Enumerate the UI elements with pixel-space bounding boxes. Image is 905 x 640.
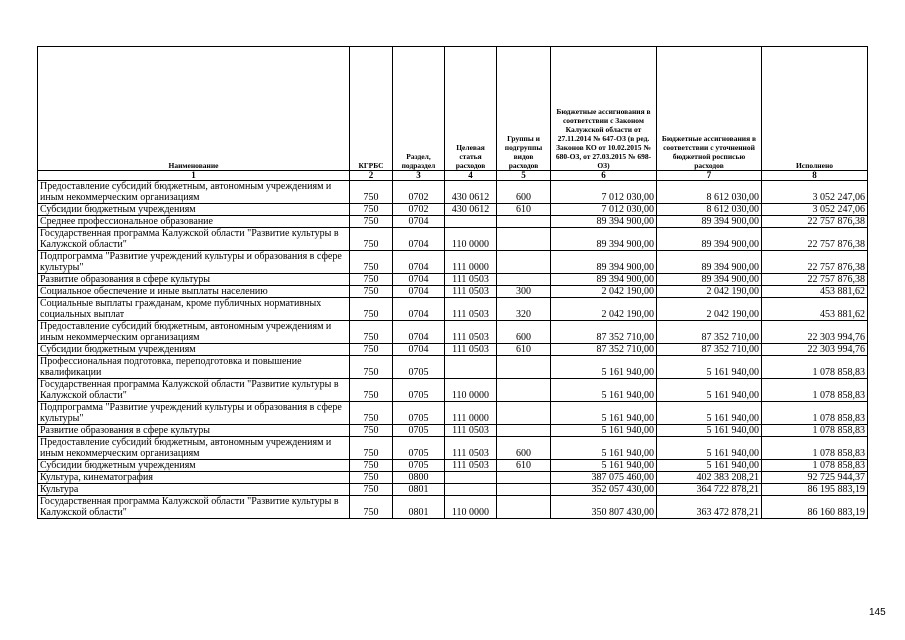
row-target-article: 111 0503 [445, 321, 497, 344]
row-law-allocation: 5 161 940,00 [551, 437, 657, 460]
row-executed: 1 078 858,83 [762, 425, 868, 437]
row-kgrbs: 750 [350, 274, 393, 286]
row-kgrbs: 750 [350, 472, 393, 484]
row-section: 0702 [393, 181, 445, 204]
row-executed: 3 052 247,06 [762, 204, 868, 216]
header-executed: Исполнено [762, 47, 868, 171]
table-row [38, 344, 868, 356]
header-expense-groups: Группы и подгруппы видов расходов [497, 47, 551, 171]
row-target-article: 430 0612 [445, 204, 497, 216]
header-name: Наименование [38, 47, 350, 171]
row-section: 0801 [393, 496, 445, 519]
row-law-allocation: 5 161 940,00 [551, 379, 657, 402]
column-number: 1 [38, 171, 350, 181]
row-revised-allocation: 89 394 900,00 [657, 274, 762, 286]
table-row [38, 321, 868, 344]
row-expense-group: 600 [497, 437, 551, 460]
row-law-allocation: 2 042 190,00 [551, 298, 657, 321]
row-revised-allocation: 87 352 710,00 [657, 321, 762, 344]
row-section: 0704 [393, 216, 445, 228]
row-section: 0704 [393, 286, 445, 298]
row-target-article: 430 0612 [445, 181, 497, 204]
row-expense-group [497, 484, 551, 496]
table-row [38, 437, 868, 460]
row-expense-group: 610 [497, 460, 551, 472]
row-law-allocation: 89 394 900,00 [551, 216, 657, 228]
column-number: 6 [551, 171, 657, 181]
column-number: 8 [762, 171, 868, 181]
row-expense-group [497, 402, 551, 425]
row-executed: 22 303 994,76 [762, 344, 868, 356]
column-number: 7 [657, 171, 762, 181]
row-name: Государственная программа Калужской области "Развитие культуры в Калужской области" [38, 379, 350, 402]
row-revised-allocation: 5 161 940,00 [657, 460, 762, 472]
table-row [38, 472, 868, 484]
row-revised-allocation: 8 612 030,00 [657, 204, 762, 216]
row-section: 0705 [393, 379, 445, 402]
header-revised-allocations: Бюджетные ассигнования в соответствии с уточненной бюджетной росписью расходов [657, 47, 762, 171]
row-kgrbs: 750 [350, 228, 393, 251]
table-row [38, 460, 868, 472]
row-target-article [445, 472, 497, 484]
row-law-allocation: 7 012 030,00 [551, 181, 657, 204]
row-section: 0705 [393, 460, 445, 472]
table-row [38, 228, 868, 251]
row-kgrbs: 750 [350, 460, 393, 472]
column-number: 5 [497, 171, 551, 181]
row-section: 0704 [393, 298, 445, 321]
row-law-allocation: 2 042 190,00 [551, 286, 657, 298]
row-expense-group: 610 [497, 344, 551, 356]
table-row [38, 425, 868, 437]
row-kgrbs: 750 [350, 216, 393, 228]
header-target-article: Целевая статья расходов [445, 47, 497, 171]
row-name: Развитие образования в сфере культуры [38, 274, 350, 286]
budget-table [37, 46, 868, 519]
row-section: 0704 [393, 344, 445, 356]
row-expense-group [497, 425, 551, 437]
row-revised-allocation: 89 394 900,00 [657, 251, 762, 274]
table-row [38, 204, 868, 216]
row-target-article: 110 0000 [445, 496, 497, 519]
row-revised-allocation: 5 161 940,00 [657, 425, 762, 437]
row-name: Субсидии бюджетным учреждениям [38, 344, 350, 356]
row-executed: 453 881,62 [762, 298, 868, 321]
row-revised-allocation: 89 394 900,00 [657, 216, 762, 228]
page-number: 145 [869, 607, 886, 618]
row-executed: 22 757 876,38 [762, 216, 868, 228]
table-row [38, 402, 868, 425]
column-number: 3 [393, 171, 445, 181]
row-revised-allocation: 5 161 940,00 [657, 437, 762, 460]
row-law-allocation: 87 352 710,00 [551, 321, 657, 344]
row-law-allocation: 87 352 710,00 [551, 344, 657, 356]
row-executed: 453 881,62 [762, 286, 868, 298]
row-name: Субсидии бюджетным учреждениям [38, 204, 350, 216]
row-executed: 3 052 247,06 [762, 181, 868, 204]
row-name: Культура [38, 484, 350, 496]
row-target-article: 110 0000 [445, 228, 497, 251]
row-law-allocation: 5 161 940,00 [551, 460, 657, 472]
row-target-article: 111 0503 [445, 437, 497, 460]
header-law-allocations: Бюджетные ассигнования в соответствии с Законом Калужской области от 27.11.2014 № 647-ОЗ (в ред. Законов КО от 10.02.2015 № 680-ОЗ, от 27.03.2015 № 698-ОЗ) [551, 47, 657, 171]
row-kgrbs: 750 [350, 181, 393, 204]
row-section: 0705 [393, 356, 445, 379]
table-row [38, 181, 868, 204]
header-section: Раздел, подраздел [393, 47, 445, 171]
row-executed: 1 078 858,83 [762, 356, 868, 379]
row-law-allocation: 89 394 900,00 [551, 274, 657, 286]
row-kgrbs: 750 [350, 321, 393, 344]
row-section: 0704 [393, 251, 445, 274]
row-executed: 22 757 876,38 [762, 274, 868, 286]
row-expense-group [497, 496, 551, 519]
table-row [38, 286, 868, 298]
row-revised-allocation: 402 383 208,21 [657, 472, 762, 484]
row-name: Предоставление субсидий бюджетным, автономным учреждениям и иным некоммерческим организациям [38, 181, 350, 204]
row-section: 0704 [393, 321, 445, 344]
row-revised-allocation: 89 394 900,00 [657, 228, 762, 251]
row-name: Подпрограмма "Развитие учреждений культуры и образования в сфере культуры" [38, 251, 350, 274]
row-expense-group [497, 379, 551, 402]
row-revised-allocation: 5 161 940,00 [657, 402, 762, 425]
row-revised-allocation: 87 352 710,00 [657, 344, 762, 356]
row-kgrbs: 750 [350, 356, 393, 379]
row-kgrbs: 750 [350, 379, 393, 402]
row-law-allocation: 7 012 030,00 [551, 204, 657, 216]
row-revised-allocation: 2 042 190,00 [657, 298, 762, 321]
row-law-allocation: 89 394 900,00 [551, 228, 657, 251]
row-name: Социальные выплаты гражданам, кроме публичных нормативных социальных выплат [38, 298, 350, 321]
row-law-allocation: 5 161 940,00 [551, 402, 657, 425]
row-kgrbs: 750 [350, 425, 393, 437]
row-expense-group [497, 472, 551, 484]
row-section: 0705 [393, 402, 445, 425]
row-executed: 22 303 994,76 [762, 321, 868, 344]
row-law-allocation: 352 057 430,00 [551, 484, 657, 496]
table-body [38, 171, 868, 519]
row-name: Предоставление субсидий бюджетным, автономным учреждениям и иным некоммерческим организациям [38, 437, 350, 460]
row-executed: 22 757 876,38 [762, 228, 868, 251]
row-executed: 1 078 858,83 [762, 437, 868, 460]
row-executed: 1 078 858,83 [762, 460, 868, 472]
row-expense-group: 320 [497, 298, 551, 321]
row-name: Субсидии бюджетным учреждениям [38, 460, 350, 472]
row-executed: 92 725 944,37 [762, 472, 868, 484]
row-name: Развитие образования в сфере культуры [38, 425, 350, 437]
row-revised-allocation: 2 042 190,00 [657, 286, 762, 298]
row-target-article [445, 216, 497, 228]
row-target-article: 111 0503 [445, 425, 497, 437]
row-expense-group [497, 216, 551, 228]
row-name: Профессиональная подготовка, переподготовка и повышение квалификации [38, 356, 350, 379]
row-kgrbs: 750 [350, 298, 393, 321]
table-row [38, 379, 868, 402]
row-section: 0705 [393, 425, 445, 437]
row-revised-allocation: 5 161 940,00 [657, 356, 762, 379]
row-target-article: 110 0000 [445, 379, 497, 402]
row-target-article: 111 0503 [445, 286, 497, 298]
row-executed: 22 757 876,38 [762, 251, 868, 274]
row-expense-group [497, 274, 551, 286]
row-target-article: 111 0000 [445, 402, 497, 425]
row-target-article: 111 0503 [445, 274, 497, 286]
row-revised-allocation: 364 722 878,21 [657, 484, 762, 496]
row-expense-group: 610 [497, 204, 551, 216]
row-kgrbs: 750 [350, 496, 393, 519]
table-row [38, 496, 868, 519]
row-kgrbs: 750 [350, 344, 393, 356]
row-executed: 1 078 858,83 [762, 379, 868, 402]
row-executed: 86 160 883,19 [762, 496, 868, 519]
row-target-article: 111 0503 [445, 298, 497, 321]
row-expense-group [497, 228, 551, 251]
row-section: 0702 [393, 204, 445, 216]
row-law-allocation: 350 807 430,00 [551, 496, 657, 519]
row-expense-group [497, 356, 551, 379]
header-row [38, 47, 868, 171]
row-target-article: 111 0503 [445, 344, 497, 356]
row-expense-group: 300 [497, 286, 551, 298]
row-section: 0704 [393, 274, 445, 286]
row-law-allocation: 387 075 460,00 [551, 472, 657, 484]
row-name: Государственная программа Калужской области "Развитие культуры в Калужской области" [38, 228, 350, 251]
row-target-article [445, 484, 497, 496]
row-kgrbs: 750 [350, 402, 393, 425]
column-number-row [38, 171, 868, 181]
row-kgrbs: 750 [350, 484, 393, 496]
row-name: Культура, кинематография [38, 472, 350, 484]
row-target-article [445, 356, 497, 379]
table-row [38, 216, 868, 228]
row-law-allocation: 5 161 940,00 [551, 425, 657, 437]
row-revised-allocation: 8 612 030,00 [657, 181, 762, 204]
table-row [38, 251, 868, 274]
row-expense-group: 600 [497, 181, 551, 204]
row-section: 0800 [393, 472, 445, 484]
table-row [38, 298, 868, 321]
row-name: Предоставление субсидий бюджетным, автономным учреждениям и иным некоммерческим организациям [38, 321, 350, 344]
row-section: 0705 [393, 437, 445, 460]
row-section: 0704 [393, 228, 445, 251]
column-number: 2 [350, 171, 393, 181]
row-kgrbs: 750 [350, 286, 393, 298]
row-expense-group: 600 [497, 321, 551, 344]
row-law-allocation: 5 161 940,00 [551, 356, 657, 379]
row-kgrbs: 750 [350, 251, 393, 274]
row-kgrbs: 750 [350, 437, 393, 460]
row-name: Социальное обеспечение и иные выплаты населению [38, 286, 350, 298]
table-row [38, 484, 868, 496]
header-kgrbs: КГРБС [350, 47, 393, 171]
row-revised-allocation: 363 472 878,21 [657, 496, 762, 519]
row-law-allocation: 89 394 900,00 [551, 251, 657, 274]
table-row [38, 274, 868, 286]
row-revised-allocation: 5 161 940,00 [657, 379, 762, 402]
row-executed: 86 195 883,19 [762, 484, 868, 496]
column-number: 4 [445, 171, 497, 181]
table-row [38, 356, 868, 379]
row-target-article: 111 0503 [445, 460, 497, 472]
row-name: Государственная программа Калужской области "Развитие культуры в Калужской области" [38, 496, 350, 519]
row-kgrbs: 750 [350, 204, 393, 216]
row-target-article: 111 0000 [445, 251, 497, 274]
row-section: 0801 [393, 484, 445, 496]
row-executed: 1 078 858,83 [762, 402, 868, 425]
row-name: Среднее профессиональное образование [38, 216, 350, 228]
row-expense-group [497, 251, 551, 274]
row-name: Подпрограмма "Развитие учреждений культуры и образования в сфере культуры" [38, 402, 350, 425]
